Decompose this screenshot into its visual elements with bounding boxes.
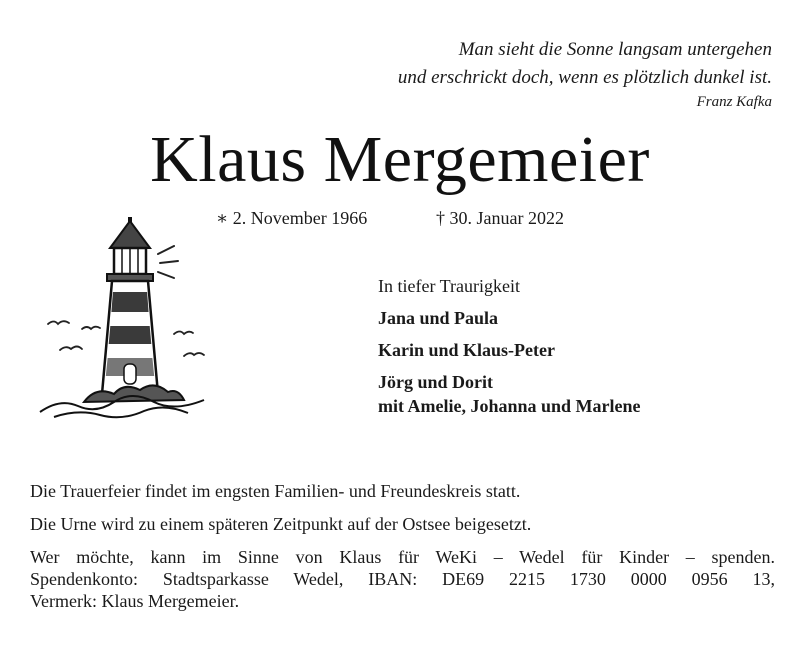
funeral-note: Die Trauerfeier findet im engsten Familien- und Freundeskreis statt. [30, 481, 521, 501]
mourner-group [378, 338, 641, 362]
kafka-quote [398, 36, 772, 112]
reference-line: Vermerk: Klaus Mergemeier. [30, 591, 240, 611]
urn-note: Die Urne wird zu einem späteren Zeitpunkt auf der Ostsee beigesetzt. [30, 514, 532, 534]
mourner-line: Karin und Klaus-Peter [378, 340, 556, 360]
quote-line-1: Man sieht die Sonne langsam untergehen [458, 39, 772, 60]
mourners-block [378, 274, 641, 426]
quote-line-2: und erschrickt doch, wenn es plötzlich dunkel ist. [397, 67, 772, 88]
mourners-intro: In tiefer Traurigkeit [378, 276, 520, 296]
deceased-name: Klaus Mergemeier [150, 123, 650, 196]
mourner-group [378, 370, 641, 418]
mourner-line: Jörg und Dorit [378, 372, 494, 392]
lighthouse-icon [34, 216, 209, 421]
mourner-line: mit Amelie, Johanna und Marlene [378, 396, 641, 416]
bank-account-line: Spendenkonto: Stadtsparkasse Wedel, IBAN: DE69 2215 1730 0000 0956 13, [30, 569, 775, 589]
funeral-notes [30, 480, 775, 612]
death-date: † 30. Januar 2022 [436, 208, 564, 228]
quote-author: Franz Kafka [696, 94, 772, 110]
mourner-line: Jana und Paula [378, 308, 499, 328]
mourner-group [378, 306, 641, 330]
donation-line: Wer möchte, kann im Sinne von Klaus für WeKi – Wedel für Kinder – spenden. [30, 547, 775, 567]
birth-date: ∗ 2. November 1966 [216, 208, 368, 228]
donation-note [30, 546, 775, 612]
